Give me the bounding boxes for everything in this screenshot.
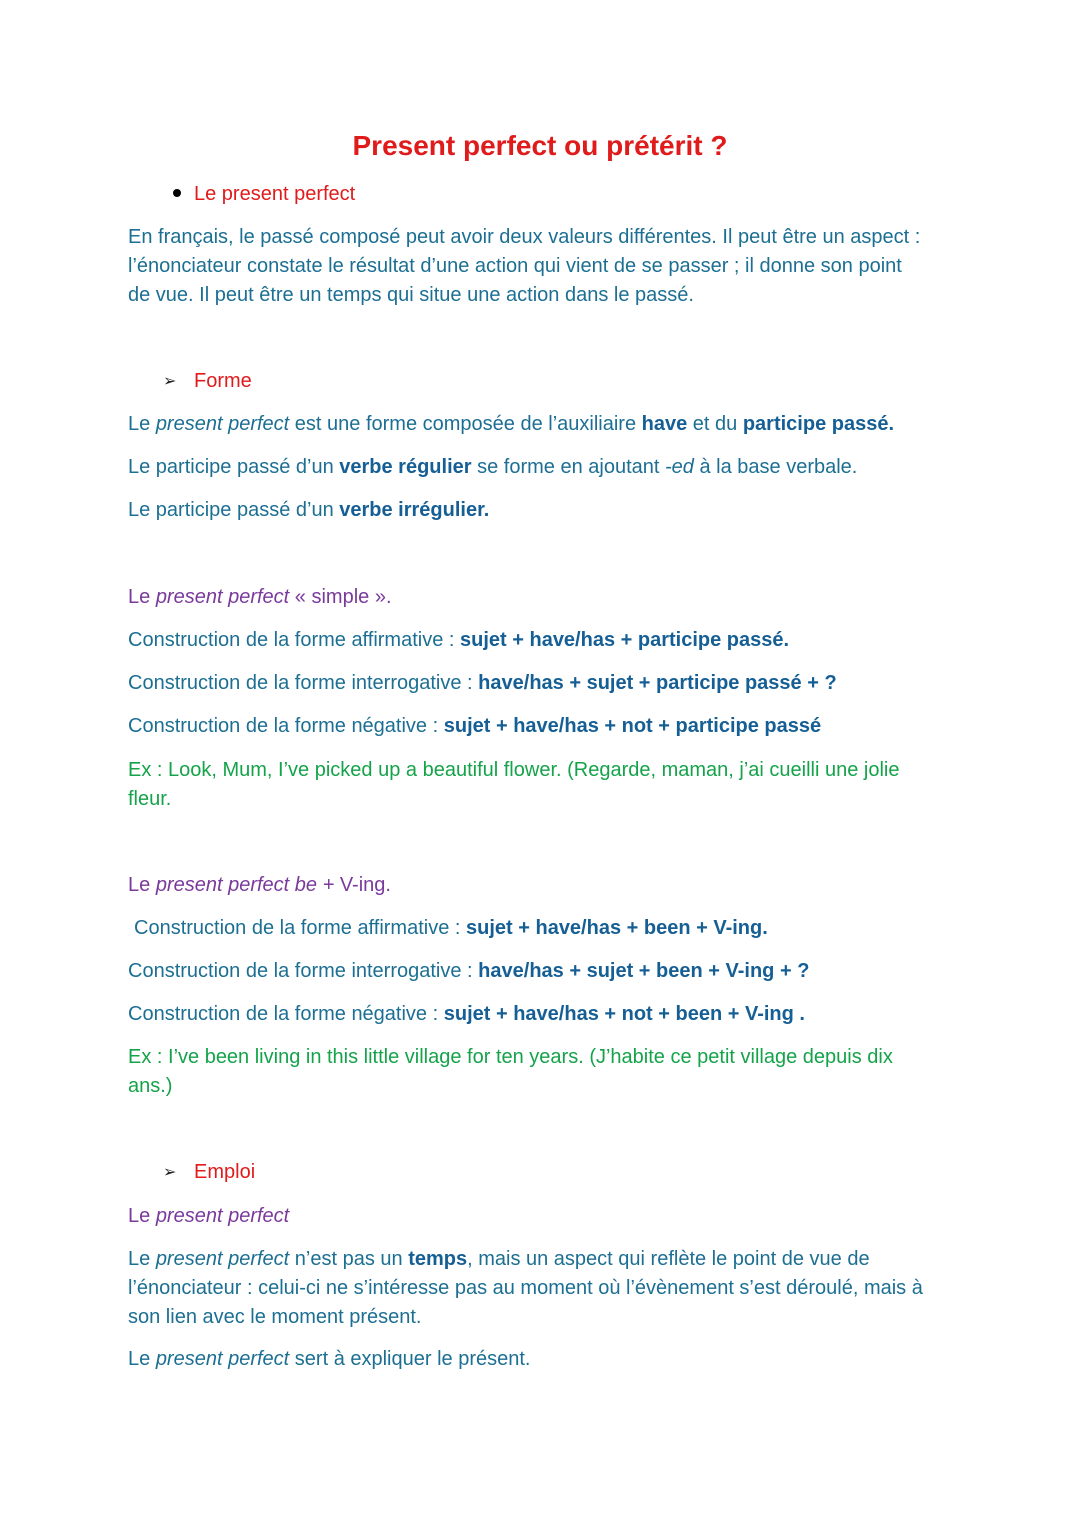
being-affirmative: Construction de la forme affirmative : sujet + have/has + been + V-ing. — [134, 917, 768, 939]
simple-example: Ex : Look, Mum, I’ve picked up a beautiful flower. (Regarde, maman, j’ai cueilli une jolie fleur. — [128, 759, 900, 810]
section-heading-present-perfect: Le present perfect — [194, 183, 356, 205]
arrow-bullet-icon: ➢ — [163, 1164, 177, 1181]
simple-heading: Le present perfect « simple ». — [128, 586, 392, 608]
arrow-bullet-icon: ➢ — [163, 373, 177, 390]
emploi-paragraph-2: Le present perfect sert à expliquer le présent. — [128, 1348, 531, 1370]
being-interrogative: Construction de la forme interrogative : have/has + sujet + been + V-ing + ? — [128, 960, 810, 982]
emploi-subheading: Le present perfect — [128, 1205, 290, 1227]
simple-negative: Construction de la forme négative : sujet + have/has + not + participe passé — [128, 715, 822, 737]
bullet-dot-icon — [173, 189, 181, 197]
being-example: Ex : I’ve been living in this little village for ten years. (J’habite ce petit village depuis dix ans.) — [128, 1046, 893, 1097]
page-title: Present perfect ou prétérit ? — [352, 130, 728, 161]
subheading-emploi: Emploi — [194, 1161, 256, 1183]
intro-paragraph: En français, le passé composé peut avoir deux valeurs différentes. Il peut être un aspect : l’énonciateur constate le résultat d’une action qui vient de se passer ; il donne son point de vue. Il peut être un temps qui situe une action dans le passé. — [128, 226, 921, 306]
being-negative: Construction de la forme négative : sujet + have/has + not + been + V-ing . — [128, 1003, 805, 1025]
simple-interrogative: Construction de la forme interrogative : have/has + sujet + participe passé + ? — [128, 672, 837, 694]
forme-line-1: Le present perfect est une forme composée de l’auxiliaire have et du participe passé. — [128, 413, 895, 435]
emploi-paragraph-1: Le present perfect n’est pas un temps, mais un aspect qui reflète le point de vue de l’énonciateur : celui-ci ne s’intéresse pas au moment où l’évènement s’est déroulé, mais à son lien avec le moment présent. — [128, 1248, 923, 1328]
forme-line-2: Le participe passé d’un verbe régulier se forme en ajoutant -ed à la base verbale. — [128, 456, 858, 478]
forme-line-3: Le participe passé d’un verbe irrégulier. — [128, 499, 490, 521]
simple-affirmative: Construction de la forme affirmative : sujet + have/has + participe passé. — [128, 629, 790, 651]
subheading-forme: Forme — [194, 370, 252, 392]
being-heading: Le present perfect be + V-ing. — [128, 874, 391, 896]
